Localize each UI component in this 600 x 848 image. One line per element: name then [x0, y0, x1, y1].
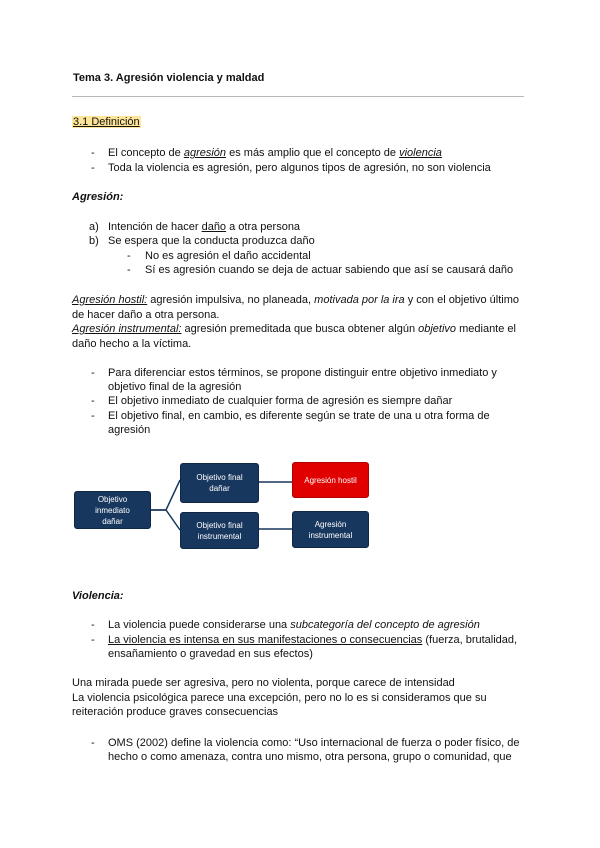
- agresion-item-b: Se espera que la conducta produzca daño: [108, 235, 315, 247]
- agresion-subitem-2: Sí es agresión cuando se deja de actuar sabiendo que así se causará daño: [145, 264, 514, 276]
- hostil-definition-line2: de hacer daño a otra persona.: [72, 309, 220, 321]
- oms-bullet: OMS (2002) define la violencia como: “Uso internacional de fuerza o poder físico, de: [108, 737, 520, 749]
- instrumental-definition: Agresión instrumental: agresión premeditada que busca obtener algún objetivo mediante el: [72, 323, 516, 335]
- bullet-dash: -: [91, 737, 95, 749]
- bullet-dash: -: [91, 367, 95, 379]
- bullet-dash: -: [91, 619, 95, 631]
- oms-bullet-line2: hecho o como amenaza, contra uno mismo, otra persona, grupo o comunidad, que: [108, 751, 512, 763]
- agresion-subitem-1: No es agresión el daño accidental: [145, 250, 311, 262]
- hostil-definition: Agresión hostil: agresión impulsiva, no planeada, motivada por la ira y con el objetivo último: [72, 294, 520, 306]
- bullet-dash: -: [91, 162, 95, 174]
- bullet-dash: -: [91, 147, 95, 159]
- violencia-paragraph-2-line2: reiteración produce graves consecuencias: [72, 706, 279, 718]
- violencia-heading: Violencia:: [72, 590, 124, 602]
- instrumental-definition-line2: daño hecho a la víctima.: [72, 338, 192, 350]
- agresion-heading: Agresión:: [72, 191, 124, 203]
- violencia-paragraph-2: La violencia psicológica parece una excepción, pero no lo es si consideramos que su: [72, 692, 487, 704]
- diagram-node-objetivo-inmediato: Objetivo inmediato dañar: [74, 491, 151, 529]
- bullet-dash: -: [91, 634, 95, 646]
- section-heading: 3.1 Definición: [73, 116, 140, 128]
- list-marker-b: b): [89, 235, 99, 247]
- objetivo-bullet-3-line2: agresión: [108, 424, 151, 436]
- diagram-node-agresion-hostil: Agresión hostil: [292, 462, 369, 498]
- diagram-node-final-instrumental: Objetivo final instrumental: [180, 512, 259, 549]
- list-marker-a: a): [89, 221, 99, 233]
- violencia-paragraph-1: Una mirada puede ser agresiva, pero no violenta, porque carece de intensidad: [72, 677, 455, 689]
- page-title: Tema 3. Agresión violencia y maldad: [73, 72, 265, 84]
- agresion-item-a: Intención de hacer daño a otra persona: [108, 221, 301, 233]
- bullet-dash: -: [127, 264, 131, 276]
- bullet-dash: -: [127, 250, 131, 262]
- diagram-node-final-danar: Objetivo final dañar: [180, 463, 259, 503]
- violencia-bullet-2-line2: ensañamiento o gravedad en sus efectos): [108, 648, 313, 660]
- objetivo-bullet-2: El objetivo inmediato de cualquier forma de agresión es siempre dañar: [108, 395, 453, 407]
- violencia-bullet-1: La violencia puede considerarse una subcategoría del concepto de agresión: [108, 619, 480, 631]
- objetivo-bullet-1-line2: objetivo final de la agresión: [108, 381, 242, 393]
- bullet-dash: -: [91, 395, 95, 407]
- intro-bullet-1: El concepto de agresión es más amplio que el concepto de violencia: [108, 147, 442, 159]
- bullet-dash: -: [91, 410, 95, 422]
- intro-bullet-2: Toda la violencia es agresión, pero algunos tipos de agresión, no son violencia: [108, 162, 491, 174]
- diagram-node-agresion-instrumental: Agresión instrumental: [292, 511, 369, 548]
- objetivo-bullet-3: El objetivo final, en cambio, es diferente según se trate de una u otra forma de: [108, 410, 490, 422]
- objetivo-bullet-1: Para diferenciar estos términos, se propone distinguir entre objetivo inmediato y: [108, 367, 497, 379]
- violencia-bullet-2: La violencia es intensa en sus manifestaciones o consecuencias (fuerza, brutalidad,: [108, 634, 518, 646]
